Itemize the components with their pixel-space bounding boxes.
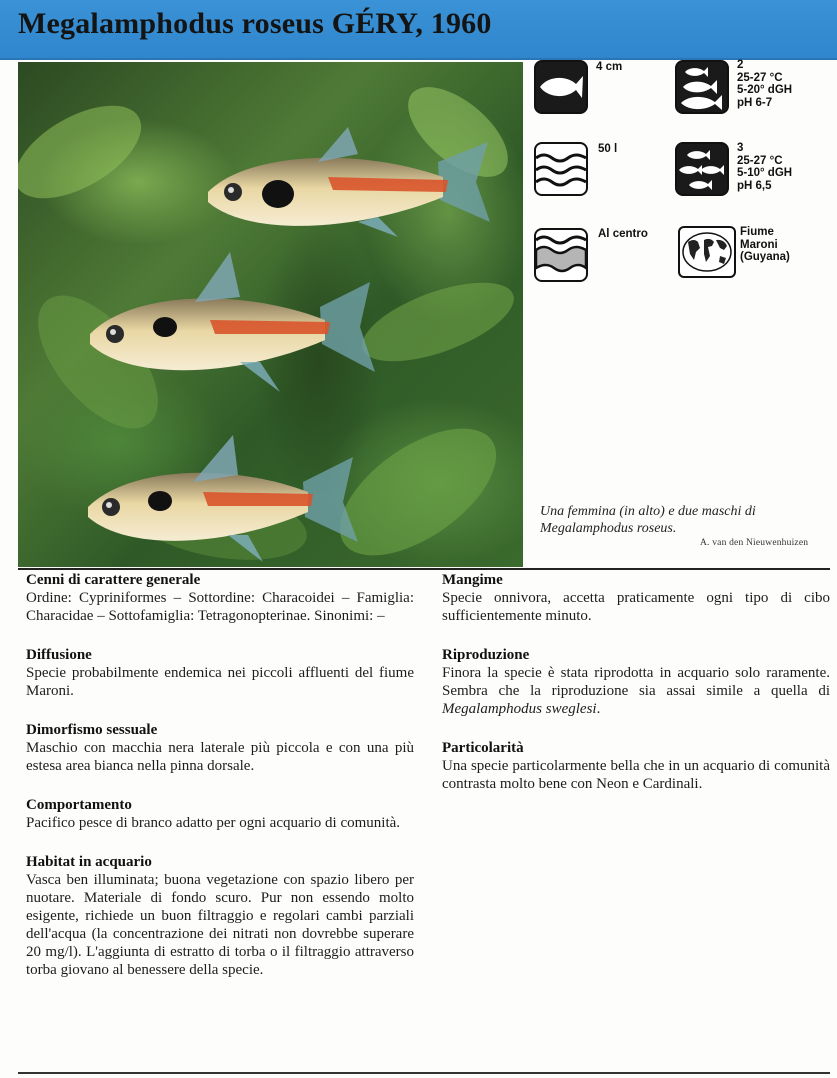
body-text: Finora la specie è stata riprodotta in acquario solo raramente. Sembra che la riproduzione sia assai simile a quella di [442, 665, 830, 699]
left-column [26, 571, 414, 1000]
photo-caption [540, 503, 830, 537]
section-cenni [26, 571, 414, 625]
section-body: Maschio con macchia nera laterale più piccola e con una più estesa area bianca nella pinna dorsale. [26, 740, 414, 774]
fish-photo [18, 62, 523, 567]
section-riproduzione [442, 646, 830, 718]
breeding-fish-icon [675, 142, 729, 196]
bottom-divider [18, 1072, 830, 1074]
section-heading: Habitat in acquario [26, 854, 152, 870]
swim-zone-label: Al centro [598, 228, 648, 240]
section-heading: Cenni di carattere generale [26, 572, 201, 588]
water-volume-icon [534, 142, 588, 196]
photo-credit: A. van den Nieuwenhuizen [700, 538, 809, 548]
section-mangime [442, 571, 830, 625]
swim-zone-middle-icon [534, 228, 588, 282]
section-heading: Particolarità [442, 740, 524, 756]
title-bar [0, 0, 837, 60]
right-column [442, 571, 830, 814]
caption-line-1: Una femmina (in alto) e due maschi di [540, 504, 756, 519]
breeding-water-label: 3 25-27 °C 5-10° dGH pH 6,5 [737, 142, 793, 192]
section-heading: Comportamento [26, 797, 132, 813]
section-heading: Riproduzione [442, 647, 530, 663]
origin-label: Fiume Maroni (Guyana) [740, 226, 790, 263]
page-title: Megalamphodus roseus GÉRY, 1960 [18, 7, 492, 40]
section-body: Specie onnivora, accetta praticamente ogni tipo di cibo sufficientemente minuto. [442, 590, 830, 624]
section-body: Vasca ben illuminata; buona vegetazione con spazio libero per nuotare. Materiale di fondo scuro. Pur non essendo molto esigente, richiede un buon filtraggio e regolari cambi parziali dell'acqua (la concentrazione dei nitrati non dovrebbe superare 20 mg/l). L'aggiunta di estratto di torba o il filtraggio attraverso torba giovano al benessere della specie. [26, 872, 414, 978]
section-heading: Mangime [442, 572, 503, 588]
keeping-water-label: 2 25-27 °C 5-20° dGH pH 6-7 [737, 59, 793, 109]
world-map-icon [678, 226, 736, 278]
body-text-end: . [596, 701, 601, 717]
caption-line-2: Megalamphodus roseus. [540, 521, 677, 536]
size-label: 4 cm [596, 61, 623, 73]
section-heading: Diffusione [26, 647, 92, 663]
section-habitat [26, 853, 414, 979]
section-body: Pacifico pesce di branco adatto per ogni acquario di comunità. [26, 815, 401, 831]
section-body: Specie probabilmente endemica nei piccoli affluenti del fiume Maroni. [26, 665, 414, 699]
section-particolarita [442, 739, 830, 793]
fish-illustration [18, 62, 523, 567]
section-divider [18, 568, 830, 570]
section-diffusione [26, 646, 414, 700]
section-heading: Dimorfismo sessuale [26, 722, 158, 738]
section-body: Ordine: Cypriniformes – Sottordine: Characoidei – Famiglia: Characidae – Sottofamiglia: Tetragonopterinae. Sinonimi: – [26, 590, 414, 624]
section-dimorfismo [26, 721, 414, 775]
school-fish-icon [675, 60, 729, 114]
section-body: Una specie particolarmente bella che in un acquario di comunità contrasta molto bene con Neon e Cardinali. [442, 758, 830, 792]
volume-label: 50 l [598, 143, 618, 155]
section-body [442, 664, 830, 718]
fish-size-icon [534, 60, 588, 114]
species-name: Megalamphodus sweglesi [442, 701, 597, 717]
section-comportamento [26, 796, 414, 832]
